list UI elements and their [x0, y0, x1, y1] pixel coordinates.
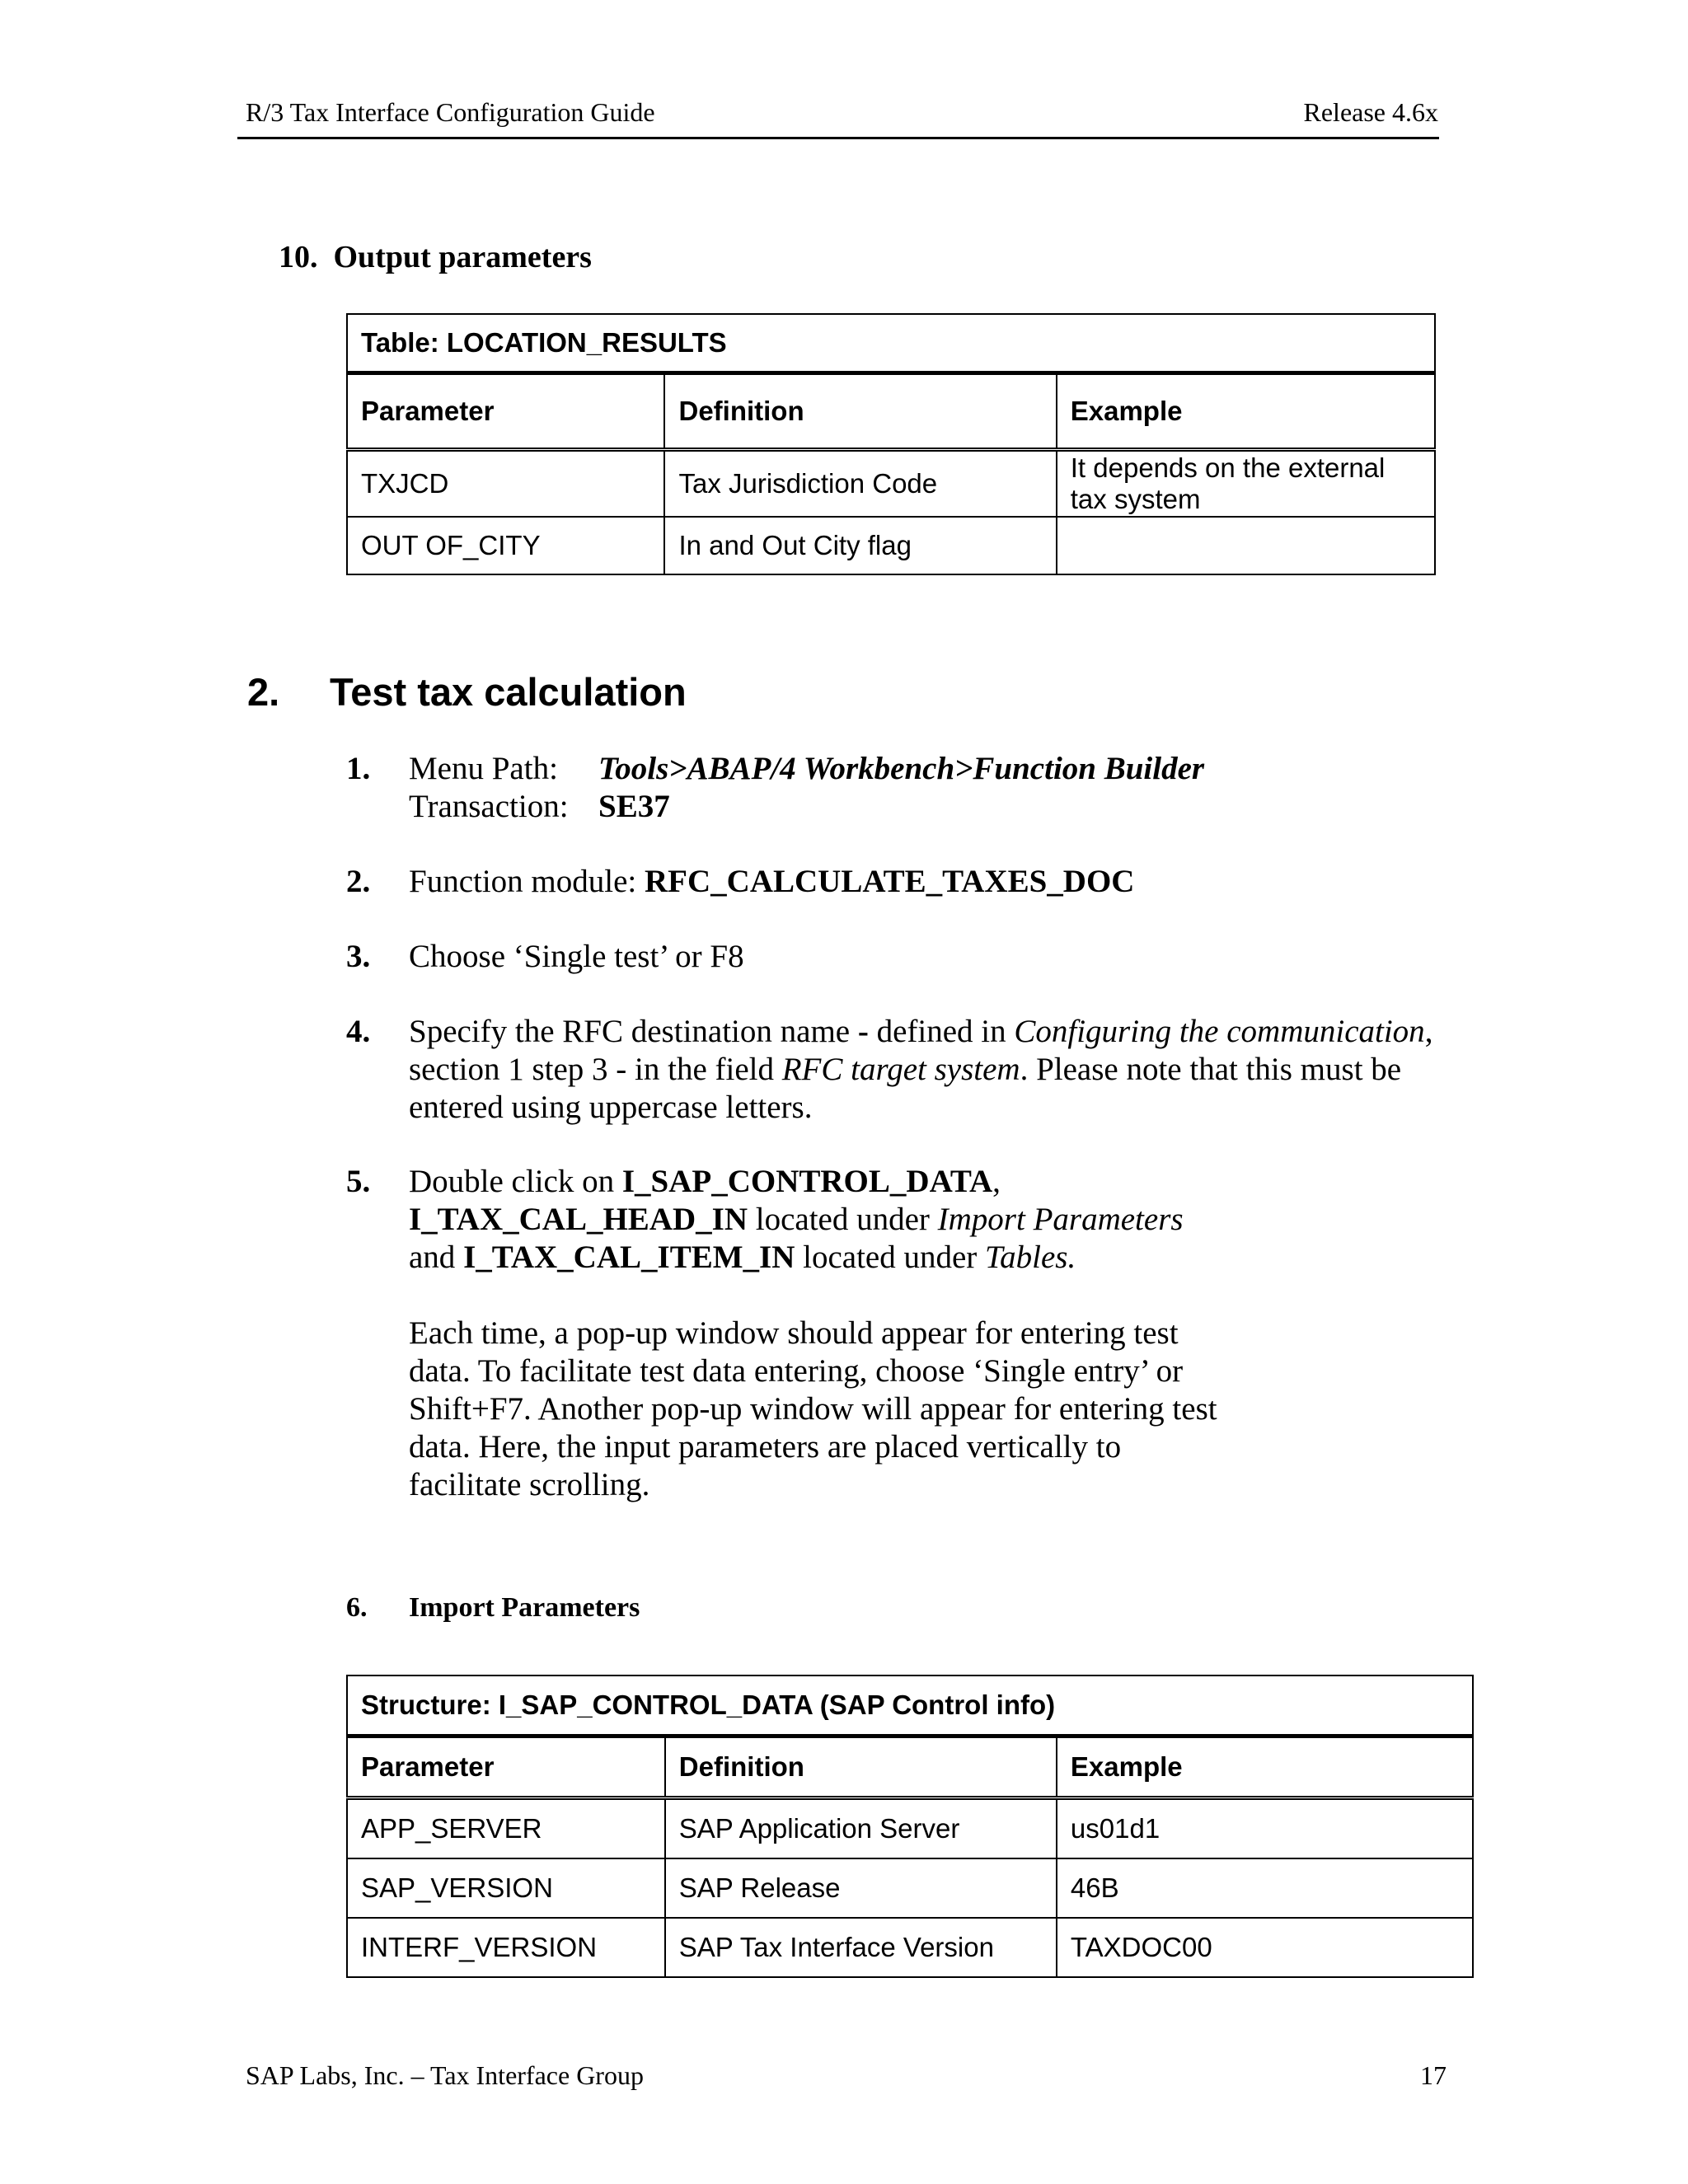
table-row	[347, 517, 1435, 574]
function-module-name: RFC_CALCULATE_TAXES_DOC	[645, 864, 1135, 899]
step-number: 6.	[346, 1592, 368, 1623]
menu-path-value: Tools>ABAP/4 Workbench>Function Builder	[598, 751, 1205, 786]
table-title: Table: LOCATION_RESULTS	[347, 314, 1435, 373]
step-text: located under	[748, 1202, 938, 1237]
column-header-example: Example	[1057, 1736, 1473, 1798]
structure-name: I_TAX_CAL_ITEM_IN	[463, 1240, 795, 1275]
section-number: 2.	[247, 670, 280, 714]
step-number: 3.	[346, 939, 371, 974]
cell-example: us01d1	[1057, 1798, 1473, 1859]
footer-company: SAP Labs, Inc. – Tax Interface Group	[246, 2060, 644, 2090]
column-header-parameter: Parameter	[347, 373, 664, 450]
header-release: Release 4.6x	[1303, 97, 1438, 127]
step-number: 4.	[346, 1014, 371, 1049]
page-number: 17	[1420, 2060, 1447, 2090]
field-name: RFC target system	[781, 1052, 1020, 1087]
dash: -	[857, 1014, 869, 1049]
cell-example: 46B	[1057, 1858, 1473, 1918]
cell-example: TAXDOC00	[1057, 1918, 1473, 1977]
cell-definition: SAP Application Server	[665, 1798, 1057, 1859]
step-number: 5.	[346, 1164, 371, 1199]
structure-name: I_TAX_CAL_HEAD_IN	[409, 1202, 748, 1237]
cell-definition: Tax Jurisdiction Code	[664, 450, 1056, 518]
section-reference: Import Parameters	[937, 1202, 1184, 1237]
location-results-table	[346, 313, 1436, 575]
structure-name: I_SAP_CONTROL_DATA	[621, 1164, 993, 1199]
step-paragraph: Each time, a pop-up window should appear for entering test data. To facilitate test data entering, choose ‘Single entry’ or Shift+F7. Another pop-up window will appear for entering test data. Here, the input parameters are placed vertically to facilitate scrolling.	[409, 1315, 1217, 1502]
step-text: . Please note that this must be entered using uppercase letters.	[409, 1052, 1402, 1125]
reference-title: Configuring the communication	[1014, 1014, 1425, 1049]
cell-definition: SAP Release	[665, 1858, 1057, 1918]
transaction-label: Transaction:	[409, 789, 569, 824]
cell-parameter: APP_SERVER	[347, 1798, 665, 1859]
header-rule	[237, 137, 1439, 139]
output-heading-title: Output parameters	[333, 240, 592, 274]
column-header-definition: Definition	[664, 373, 1056, 450]
header-title: R/3 Tax Interface Configuration Guide	[246, 97, 655, 127]
step-1	[346, 750, 1459, 826]
cell-parameter: SAP_VERSION	[347, 1858, 665, 1918]
cell-example	[1057, 517, 1435, 574]
section-title: Test tax calculation	[330, 670, 687, 714]
step-4	[346, 1013, 1459, 1127]
step-text: Specify the RFC destination name	[409, 1014, 858, 1049]
table-row	[347, 1798, 1473, 1859]
column-header-parameter: Parameter	[347, 1736, 665, 1798]
step-text: located under	[795, 1240, 986, 1275]
step-text: Double click on	[409, 1164, 622, 1199]
column-header-example: Example	[1057, 373, 1435, 450]
cell-parameter: OUT OF_CITY	[347, 517, 664, 574]
step-text: defined in	[868, 1014, 1015, 1049]
step-6	[346, 1589, 1459, 1627]
step-text: , section 1 step 3 - in the field	[409, 1014, 1433, 1087]
table-title: Structure: I_SAP_CONTROL_DATA (SAP Control info)	[347, 1675, 1473, 1736]
table-row	[347, 1858, 1473, 1918]
section-reference: Tables.	[985, 1240, 1076, 1275]
step-3	[346, 938, 1459, 976]
table-row	[347, 1918, 1473, 1977]
transaction-value: SE37	[598, 789, 670, 824]
cell-parameter: INTERF_VERSION	[347, 1918, 665, 1977]
cell-parameter: TXJCD	[347, 450, 664, 518]
step-text: Choose ‘Single test’ or F8	[409, 939, 744, 974]
column-header-definition: Definition	[665, 1736, 1057, 1798]
table-row	[347, 450, 1435, 518]
import-parameters-heading: Import Parameters	[409, 1592, 640, 1623]
step-number: 1.	[346, 751, 371, 786]
cell-definition: SAP Tax Interface Version	[665, 1918, 1057, 1977]
step-text: and	[409, 1240, 464, 1275]
step-number: 2.	[346, 864, 371, 899]
step-2	[346, 863, 1459, 901]
output-parameters-heading	[279, 239, 592, 275]
output-heading-number: 10.	[279, 240, 318, 274]
cell-example: It depends on the external tax system	[1057, 450, 1435, 518]
sap-control-data-table	[346, 1675, 1474, 1978]
cell-definition: In and Out City flag	[664, 517, 1056, 574]
step-text: Function module:	[409, 864, 645, 899]
comma: ,	[992, 1164, 1001, 1199]
menu-path-label: Menu Path:	[409, 751, 558, 786]
step-5	[346, 1163, 1459, 1504]
